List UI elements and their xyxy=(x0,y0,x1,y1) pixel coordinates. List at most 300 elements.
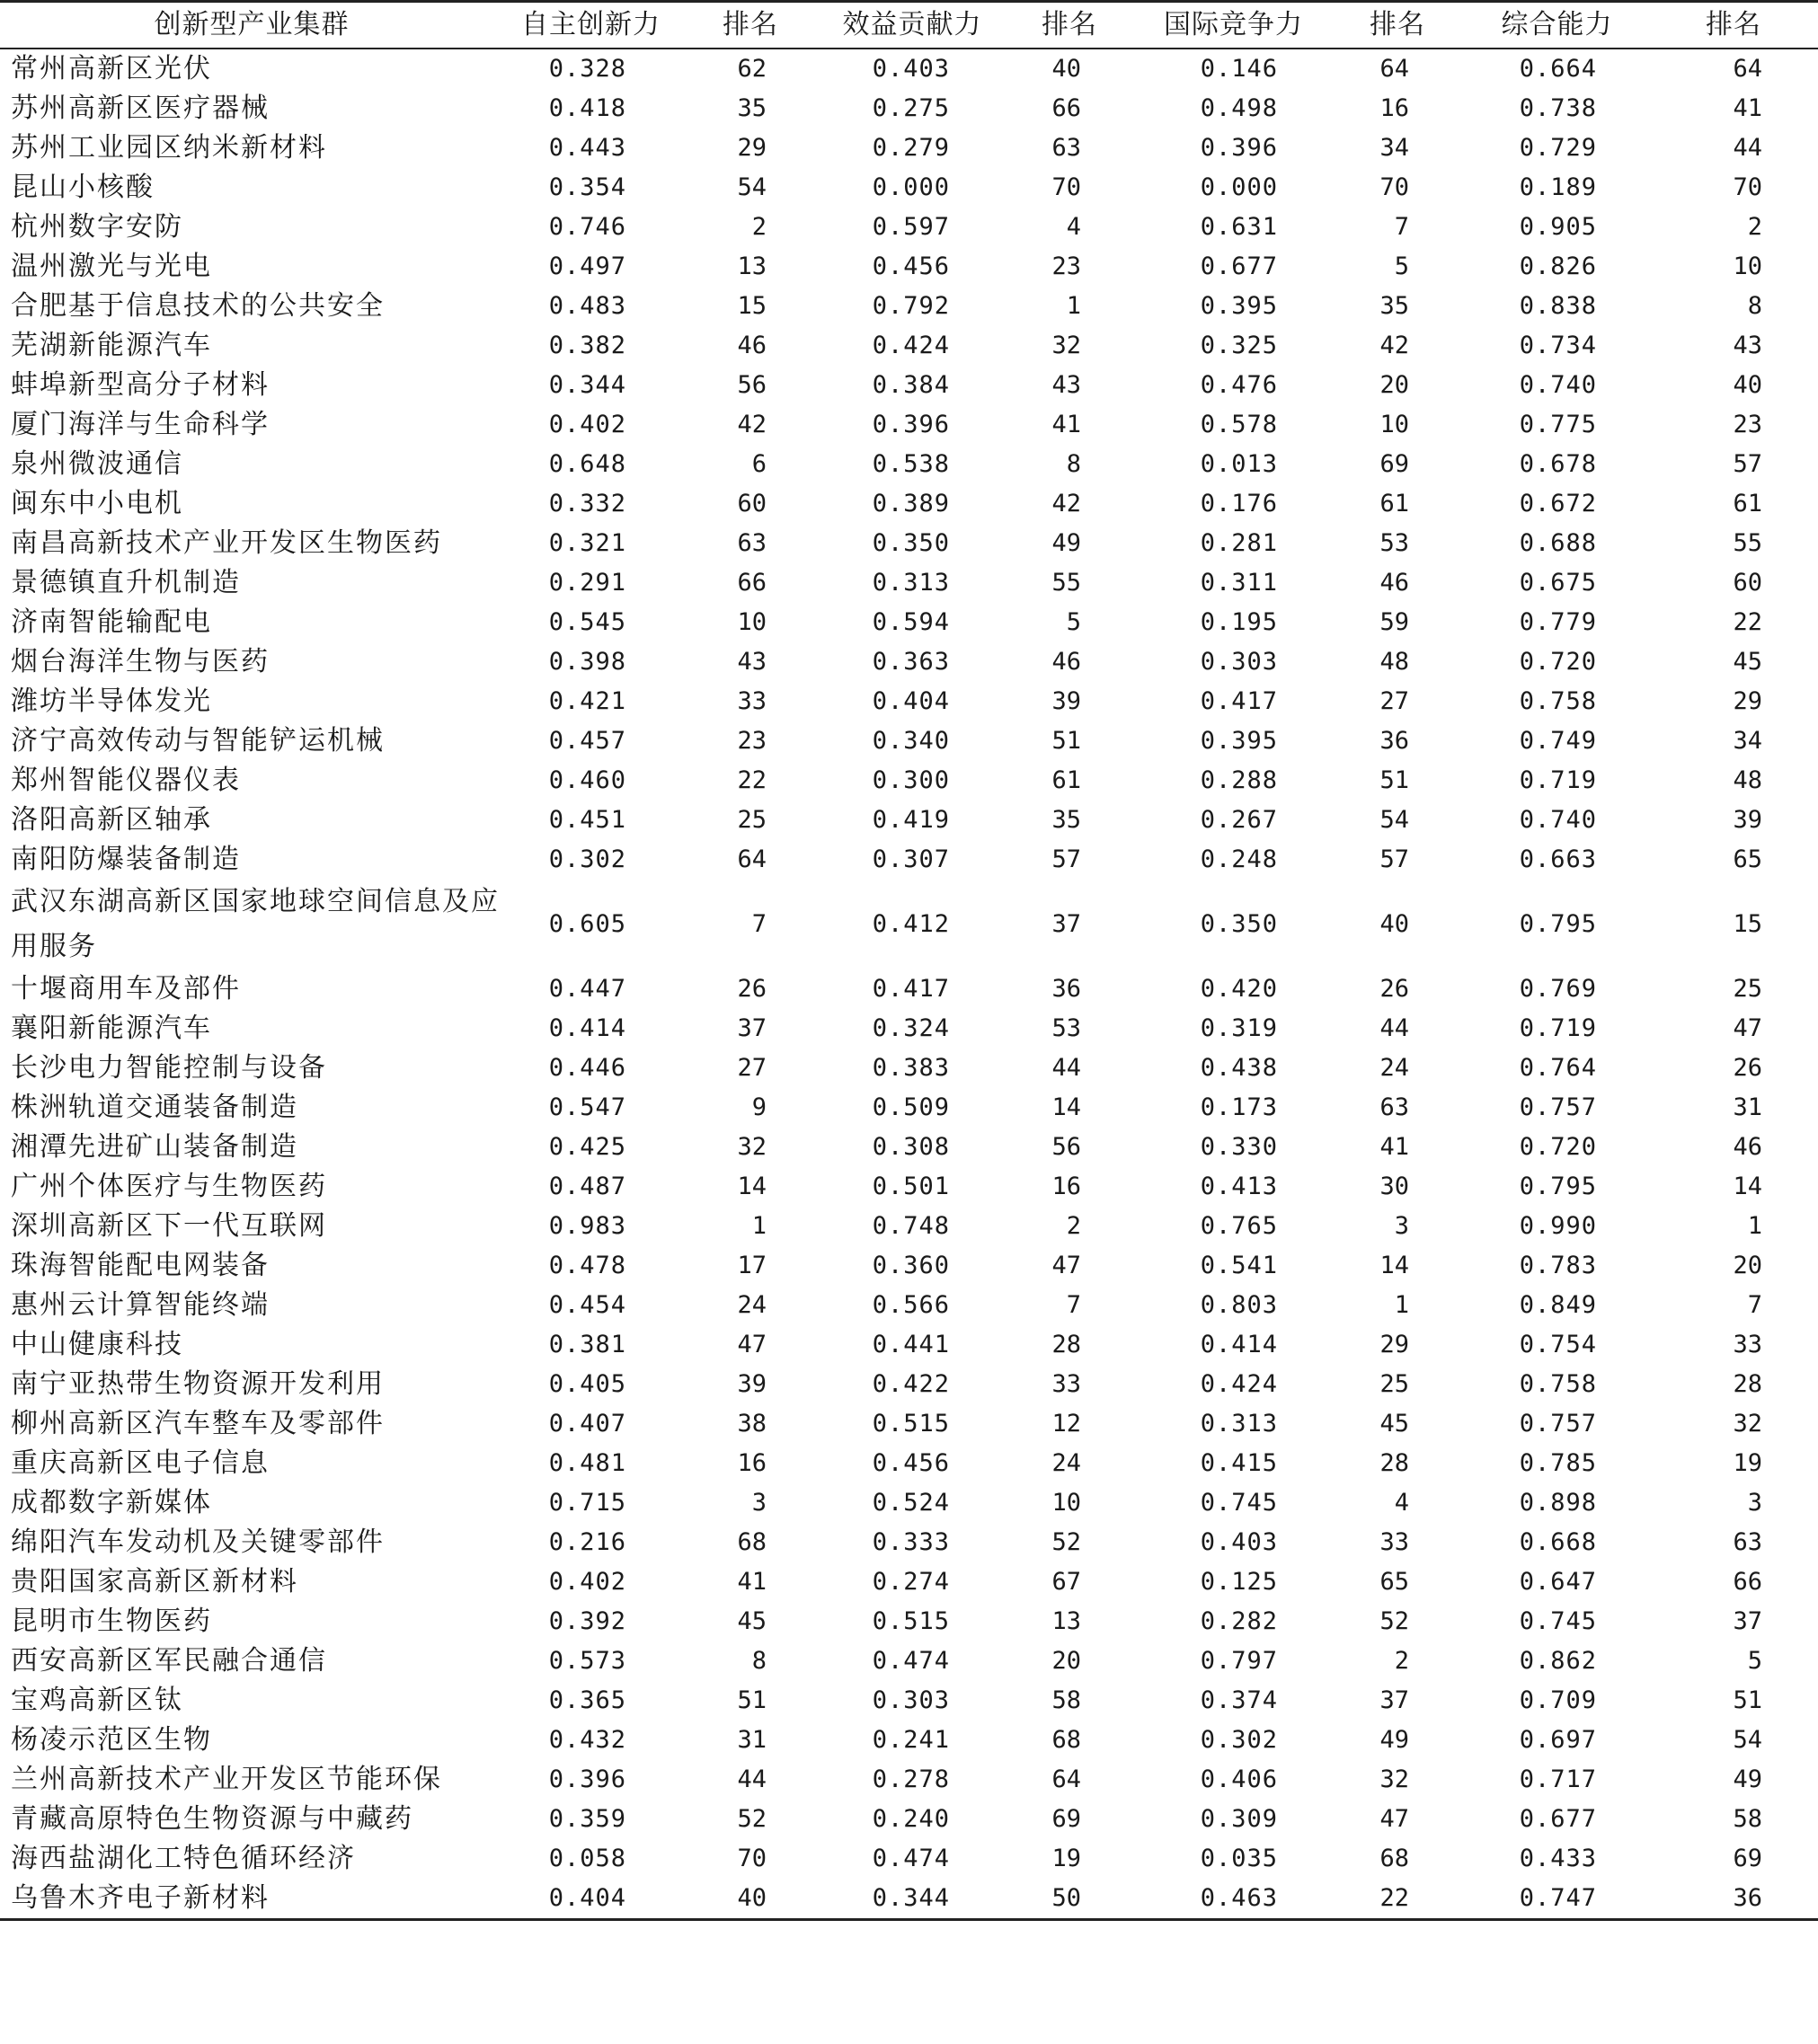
competitiveness-rank: 61 xyxy=(1379,490,1409,518)
benefit-score: 0.350 xyxy=(872,529,950,557)
competitiveness-rank: 35 xyxy=(1379,292,1409,320)
competitiveness-score: 0.413 xyxy=(1200,1172,1278,1200)
overall-rank: 19 xyxy=(1733,1449,1762,1477)
competitiveness-score: 0.313 xyxy=(1200,1410,1278,1438)
benefit-score: 0.404 xyxy=(872,687,950,715)
benefit-rank: 19 xyxy=(1051,1845,1081,1872)
innovation-rank: 15 xyxy=(737,292,767,320)
overall-score: 0.795 xyxy=(1519,910,1597,938)
overall-score: 0.758 xyxy=(1519,687,1597,715)
overall-score: 0.740 xyxy=(1519,371,1597,399)
benefit-rank: 28 xyxy=(1051,1331,1081,1358)
table-row xyxy=(0,1286,1818,1325)
benefit-score: 0.524 xyxy=(872,1489,950,1517)
benefit-score: 0.748 xyxy=(872,1212,950,1240)
cluster-name: 南昌高新技术产业开发区生物医药 xyxy=(11,527,442,559)
competitiveness-rank: 68 xyxy=(1379,1845,1409,1872)
benefit-score: 0.403 xyxy=(872,55,950,83)
competitiveness-score: 0.325 xyxy=(1200,332,1278,359)
benefit-score: 0.241 xyxy=(872,1726,950,1754)
competitiveness-score: 0.248 xyxy=(1200,845,1278,873)
cluster-name: 株洲轨道交通装备制造 xyxy=(11,1092,298,1123)
competitiveness-score: 0.476 xyxy=(1200,371,1278,399)
benefit-score: 0.308 xyxy=(872,1133,950,1161)
innovation-rank: 41 xyxy=(737,1568,767,1596)
header-rank-competitiveness: 排名 xyxy=(1330,2,1465,49)
overall-score: 0.905 xyxy=(1519,213,1597,241)
overall-rank: 57 xyxy=(1733,450,1762,478)
table-row xyxy=(0,1760,1818,1800)
header-benefit: 效益贡献力 xyxy=(822,2,1002,49)
table-row xyxy=(0,1721,1818,1760)
benefit-rank: 24 xyxy=(1051,1449,1081,1477)
benefit-score: 0.474 xyxy=(872,1845,950,1872)
competitiveness-score: 0.765 xyxy=(1200,1212,1278,1240)
overall-rank: 26 xyxy=(1733,1054,1762,1082)
benefit-rank: 66 xyxy=(1051,94,1081,122)
benefit-score: 0.384 xyxy=(872,371,950,399)
table-row xyxy=(0,721,1818,761)
cluster-name: 苏州高新区医疗器械 xyxy=(11,93,270,124)
competitiveness-rank: 22 xyxy=(1330,1879,1465,1920)
competitiveness-rank: 36 xyxy=(1379,727,1409,755)
benefit-rank: 47 xyxy=(1051,1252,1081,1279)
competitiveness-rank: 7 xyxy=(1394,213,1409,241)
innovation-rank: 31 xyxy=(737,1726,767,1754)
overall-score: 0.720 xyxy=(1519,1133,1597,1161)
competitiveness-score: 0.395 xyxy=(1200,727,1278,755)
cluster-name: 闽东中小电机 xyxy=(11,488,183,519)
competitiveness-rank: 65 xyxy=(1379,1568,1409,1596)
overall-rank: 46 xyxy=(1733,1133,1762,1161)
innovation-score: 0.402 xyxy=(548,411,626,438)
cluster-name: 济南智能输配电 xyxy=(11,606,212,638)
overall-rank: 63 xyxy=(1733,1528,1762,1556)
table-row xyxy=(0,1879,1818,1920)
competitiveness-rank: 48 xyxy=(1379,648,1409,676)
cluster-name: 温州激光与光电 xyxy=(11,251,212,282)
cluster-name: 合肥基于信息技术的公共安全 xyxy=(11,290,385,322)
benefit-score: 0.441 xyxy=(872,1331,950,1358)
competitiveness-rank: 4 xyxy=(1394,1489,1409,1517)
cluster-name: 西安高新区军民融合通信 xyxy=(11,1645,327,1677)
overall-rank: 29 xyxy=(1733,687,1762,715)
benefit-score: 0.275 xyxy=(872,94,950,122)
cluster-name: 常州高新区光伏 xyxy=(11,53,212,84)
benefit-rank: 67 xyxy=(1051,1568,1081,1596)
overall-score: 0.719 xyxy=(1519,766,1597,794)
innovation-score: 0.414 xyxy=(548,1014,626,1042)
competitiveness-rank: 2 xyxy=(1394,1647,1409,1675)
benefit-score: 0.278 xyxy=(872,1765,950,1793)
innovation-rank: 63 xyxy=(737,529,767,557)
table-row xyxy=(0,1365,1818,1404)
table-row xyxy=(0,1246,1818,1286)
table-row xyxy=(0,1009,1818,1049)
innovation-rank: 35 xyxy=(737,94,767,122)
table-row xyxy=(0,208,1818,247)
overall-rank: 39 xyxy=(1733,806,1762,834)
benefit-score: 0.396 xyxy=(872,411,950,438)
table-row xyxy=(0,1641,1818,1681)
benefit-score: 0.000 xyxy=(872,173,950,201)
competitiveness-rank: 30 xyxy=(1379,1172,1409,1200)
overall-rank: 14 xyxy=(1733,1172,1762,1200)
competitiveness-rank: 49 xyxy=(1379,1726,1409,1754)
table-row xyxy=(0,969,1818,1009)
competitiveness-score: 0.195 xyxy=(1200,608,1278,636)
table-row xyxy=(0,326,1818,366)
table-row xyxy=(0,1167,1818,1207)
table-row xyxy=(0,1839,1818,1879)
innovation-rank: 1 xyxy=(751,1212,767,1240)
innovation-rank: 47 xyxy=(737,1331,767,1358)
competitiveness-rank: 16 xyxy=(1379,94,1409,122)
benefit-rank: 16 xyxy=(1051,1172,1081,1200)
overall-rank: 20 xyxy=(1733,1252,1762,1279)
cluster-name: 广州个体医疗与生物医药 xyxy=(11,1171,327,1202)
overall-rank: 41 xyxy=(1733,94,1762,122)
overall-score: 0.720 xyxy=(1519,648,1597,676)
benefit-score: 0.501 xyxy=(872,1172,950,1200)
competitiveness-score: 0.311 xyxy=(1200,569,1278,597)
table-header-row xyxy=(0,2,1818,49)
competitiveness-rank: 44 xyxy=(1379,1014,1409,1042)
benefit-rank: 56 xyxy=(1051,1133,1081,1161)
innovation-rank: 17 xyxy=(737,1252,767,1279)
benefit-rank: 33 xyxy=(1051,1370,1081,1398)
cluster-name: 郑州智能仪器仪表 xyxy=(11,765,241,796)
benefit-rank: 23 xyxy=(1051,252,1081,280)
innovation-score: 0.332 xyxy=(548,490,626,518)
innovation-rank: 38 xyxy=(737,1410,767,1438)
competitiveness-rank: 25 xyxy=(1379,1370,1409,1398)
benefit-score: 0.363 xyxy=(872,648,950,676)
innovation-score: 0.715 xyxy=(548,1489,626,1517)
table-row xyxy=(0,1325,1818,1365)
innovation-score: 0.344 xyxy=(548,371,626,399)
cluster-name: 惠州云计算智能终端 xyxy=(11,1289,270,1321)
overall-rank: 31 xyxy=(1733,1093,1762,1121)
cluster-name: 昆明市生物医药 xyxy=(11,1606,212,1637)
overall-rank: 49 xyxy=(1733,1765,1762,1793)
benefit-rank: 13 xyxy=(1051,1607,1081,1635)
benefit-rank: 20 xyxy=(1051,1647,1081,1675)
cluster-name: 潍坊半导体发光 xyxy=(11,686,212,717)
innovation-score: 0.354 xyxy=(548,173,626,201)
benefit-rank: 50 xyxy=(1002,1879,1137,1920)
overall-rank: 2 xyxy=(1747,213,1762,241)
competitiveness-score: 0.125 xyxy=(1200,1568,1278,1596)
table-row xyxy=(0,603,1818,642)
benefit-score: 0.474 xyxy=(872,1647,950,1675)
benefit-rank: 10 xyxy=(1051,1489,1081,1517)
competitiveness-score: 0.498 xyxy=(1200,94,1278,122)
innovation-score: 0.497 xyxy=(548,252,626,280)
table-row xyxy=(0,642,1818,682)
innovation-rank: 9 xyxy=(751,1093,767,1121)
overall-score: 0.757 xyxy=(1519,1410,1597,1438)
table-row xyxy=(0,1483,1818,1523)
innovation-score: 0.404 xyxy=(503,1879,678,1920)
cluster-name: 珠海智能配电网装备 xyxy=(11,1250,270,1281)
overall-rank: 40 xyxy=(1733,371,1762,399)
table-row xyxy=(0,1523,1818,1562)
overall-score: 0.745 xyxy=(1519,1607,1597,1635)
innovation-score: 0.483 xyxy=(548,292,626,320)
table-row xyxy=(0,761,1818,801)
competitiveness-rank: 63 xyxy=(1379,1093,1409,1121)
innovation-rank: 22 xyxy=(737,766,767,794)
cluster-name: 宝鸡高新区钛 xyxy=(11,1685,183,1716)
cluster-name: 贵阳国家高新区新材料 xyxy=(11,1566,298,1597)
competitiveness-score: 0.302 xyxy=(1200,1726,1278,1754)
competitiveness-score: 0.309 xyxy=(1200,1805,1278,1833)
competitiveness-score: 0.797 xyxy=(1200,1647,1278,1675)
competitiveness-rank: 10 xyxy=(1379,411,1409,438)
innovation-score: 0.605 xyxy=(548,910,626,938)
innovation-score: 0.058 xyxy=(548,1845,626,1872)
table-row xyxy=(0,1562,1818,1602)
innovation-rank: 39 xyxy=(737,1370,767,1398)
innovation-score: 0.451 xyxy=(548,806,626,834)
innovation-rank: 43 xyxy=(737,648,767,676)
benefit-score: 0.594 xyxy=(872,608,950,636)
table-row xyxy=(0,1681,1818,1721)
benefit-rank: 63 xyxy=(1051,134,1081,162)
competitiveness-score: 0.288 xyxy=(1200,766,1278,794)
competitiveness-rank: 29 xyxy=(1379,1331,1409,1358)
overall-score: 0.775 xyxy=(1519,411,1597,438)
benefit-score: 0.279 xyxy=(872,134,950,162)
competitiveness-score: 0.415 xyxy=(1200,1449,1278,1477)
overall-score: 0.758 xyxy=(1519,1370,1597,1398)
innovation-score: 0.381 xyxy=(548,1331,626,1358)
overall-score: 0.697 xyxy=(1519,1726,1597,1754)
overall-rank: 47 xyxy=(1733,1014,1762,1042)
benefit-rank: 58 xyxy=(1051,1686,1081,1714)
table-row xyxy=(0,445,1818,484)
innovation-score: 0.382 xyxy=(548,332,626,359)
competitiveness-score: 0.330 xyxy=(1200,1133,1278,1161)
overall-score: 0.433 xyxy=(1519,1845,1597,1872)
benefit-rank: 8 xyxy=(1066,450,1081,478)
header-competitiveness: 国际竞争力 xyxy=(1137,2,1330,49)
innovation-rank: 24 xyxy=(737,1291,767,1319)
innovation-score: 0.447 xyxy=(548,975,626,1003)
overall-rank: 25 xyxy=(1733,975,1762,1003)
overall-rank: 1 xyxy=(1747,1212,1762,1240)
innovation-rank: 56 xyxy=(737,371,767,399)
competitiveness-rank: 37 xyxy=(1379,1686,1409,1714)
cluster-name: 成都数字新媒体 xyxy=(11,1487,212,1518)
overall-rank: 69 xyxy=(1733,1845,1762,1872)
benefit-rank: 43 xyxy=(1051,371,1081,399)
cluster-name: 海西盐湖化工特色循环经济 xyxy=(11,1843,356,1874)
competitiveness-score: 0.013 xyxy=(1200,450,1278,478)
benefit-score: 0.383 xyxy=(872,1054,950,1082)
benefit-rank: 5 xyxy=(1066,608,1081,636)
innovation-score: 0.746 xyxy=(548,213,626,241)
header-cluster: 创新型产业集群 xyxy=(0,2,503,49)
innovation-score: 0.321 xyxy=(548,529,626,557)
innovation-score: 0.365 xyxy=(548,1686,626,1714)
overall-score: 0.647 xyxy=(1519,1568,1597,1596)
overall-score: 0.189 xyxy=(1519,173,1597,201)
table-row xyxy=(0,524,1818,563)
benefit-score: 0.424 xyxy=(872,332,950,359)
overall-rank: 48 xyxy=(1733,766,1762,794)
competitiveness-score: 0.414 xyxy=(1200,1331,1278,1358)
benefit-rank: 68 xyxy=(1051,1726,1081,1754)
benefit-rank: 35 xyxy=(1051,806,1081,834)
competitiveness-score: 0.541 xyxy=(1200,1252,1278,1279)
innovation-rank: 2 xyxy=(751,213,767,241)
overall-score: 0.678 xyxy=(1519,450,1597,478)
innovation-rank: 52 xyxy=(737,1805,767,1833)
table-row xyxy=(0,1444,1818,1483)
cluster-name: 长沙电力智能控制与设备 xyxy=(11,1052,327,1084)
overall-rank: 54 xyxy=(1733,1726,1762,1754)
overall-rank: 36 xyxy=(1649,1879,1818,1920)
innovation-score: 0.454 xyxy=(548,1291,626,1319)
benefit-score: 0.240 xyxy=(872,1805,950,1833)
cluster-name: 苏州工业园区纳米新材料 xyxy=(11,132,327,164)
overall-score: 0.709 xyxy=(1519,1686,1597,1714)
table-row xyxy=(0,247,1818,287)
competitiveness-rank: 40 xyxy=(1379,910,1409,938)
benefit-rank: 55 xyxy=(1051,569,1081,597)
competitiveness-rank: 34 xyxy=(1379,134,1409,162)
innovation-score: 0.402 xyxy=(548,1568,626,1596)
overall-rank: 66 xyxy=(1733,1568,1762,1596)
benefit-rank: 57 xyxy=(1051,845,1081,873)
innovation-score: 0.398 xyxy=(548,648,626,676)
benefit-score: 0.274 xyxy=(872,1568,950,1596)
benefit-score: 0.456 xyxy=(872,1449,950,1477)
header-innovation: 自主创新力 xyxy=(503,2,678,49)
cluster-name: 泉州微波通信 xyxy=(11,448,183,480)
benefit-score: 0.313 xyxy=(872,569,950,597)
overall-score: 0.785 xyxy=(1519,1449,1597,1477)
table-row xyxy=(0,1128,1818,1167)
innovation-rank: 37 xyxy=(737,1014,767,1042)
innovation-score: 0.396 xyxy=(548,1765,626,1793)
benefit-rank: 61 xyxy=(1051,766,1081,794)
competitiveness-rank: 45 xyxy=(1379,1410,1409,1438)
innovation-rank: 62 xyxy=(737,55,767,83)
benefit-score: 0.456 xyxy=(872,252,950,280)
competitiveness-score: 0.281 xyxy=(1200,529,1278,557)
overall-score: 0.668 xyxy=(1519,1528,1597,1556)
cluster-name: 青藏高原特色生物资源与中藏药 xyxy=(11,1803,413,1835)
benefit-rank: 52 xyxy=(1051,1528,1081,1556)
innovation-score: 0.328 xyxy=(548,55,626,83)
cluster-name: 芜湖新能源汽车 xyxy=(11,330,212,361)
cluster-name: 襄阳新能源汽车 xyxy=(11,1013,212,1044)
innovation-rank: 16 xyxy=(737,1449,767,1477)
table-row xyxy=(0,1088,1818,1128)
cluster-name: 重庆高新区电子信息 xyxy=(11,1447,270,1479)
overall-rank: 60 xyxy=(1733,569,1762,597)
competitiveness-score: 0.578 xyxy=(1200,411,1278,438)
header-rank-overall: 排名 xyxy=(1649,2,1818,49)
competitiveness-rank: 26 xyxy=(1379,975,1409,1003)
competitiveness-rank: 53 xyxy=(1379,529,1409,557)
table-row xyxy=(0,1049,1818,1088)
innovation-score: 0.425 xyxy=(548,1133,626,1161)
innovation-rank: 10 xyxy=(737,608,767,636)
competitiveness-rank: 3 xyxy=(1394,1212,1409,1240)
overall-score: 0.779 xyxy=(1519,608,1597,636)
innovation-rank: 25 xyxy=(737,806,767,834)
competitiveness-score: 0.406 xyxy=(1200,1765,1278,1793)
competitiveness-rank: 47 xyxy=(1379,1805,1409,1833)
innovation-score: 0.359 xyxy=(548,1805,626,1833)
innovation-score: 0.460 xyxy=(548,766,626,794)
benefit-rank: 1 xyxy=(1066,292,1081,320)
innovation-rank: 46 xyxy=(737,332,767,359)
cluster-name: 洛阳高新区轴承 xyxy=(11,804,212,836)
innovation-rank: 42 xyxy=(737,411,767,438)
innovation-rank: 66 xyxy=(737,569,767,597)
innovation-score: 0.291 xyxy=(548,569,626,597)
competitiveness-score: 0.319 xyxy=(1200,1014,1278,1042)
competitiveness-score: 0.282 xyxy=(1200,1607,1278,1635)
innovation-score: 0.648 xyxy=(548,450,626,478)
cluster-name: 武汉东湖高新区国家地球空间信息及应用服务 xyxy=(11,886,500,962)
overall-score: 0.862 xyxy=(1519,1647,1597,1675)
benefit-score: 0.597 xyxy=(872,213,950,241)
table-row xyxy=(0,563,1818,603)
competitiveness-score: 0.403 xyxy=(1200,1528,1278,1556)
benefit-rank: 70 xyxy=(1051,173,1081,201)
table-row xyxy=(0,168,1818,208)
innovation-rank: 7 xyxy=(751,910,767,938)
cluster-name: 烟台海洋生物与医药 xyxy=(11,646,270,677)
benefit-score: 0.300 xyxy=(872,766,950,794)
table-row xyxy=(0,89,1818,128)
overall-rank: 7 xyxy=(1747,1291,1762,1319)
cluster-name: 杨凌示范区生物 xyxy=(11,1724,212,1756)
innovation-rank: 40 xyxy=(678,1879,822,1920)
benefit-score: 0.422 xyxy=(872,1370,950,1398)
table-row xyxy=(0,1404,1818,1444)
innovation-rank: 13 xyxy=(737,252,767,280)
innovation-rank: 68 xyxy=(737,1528,767,1556)
benefit-rank: 14 xyxy=(1051,1093,1081,1121)
cluster-name: 深圳高新区下一代互联网 xyxy=(11,1210,327,1242)
overall-rank: 65 xyxy=(1733,845,1762,873)
innovation-rank: 44 xyxy=(737,1765,767,1793)
overall-rank: 58 xyxy=(1733,1805,1762,1833)
cluster-name: 十堰商用车及部件 xyxy=(11,973,241,1004)
competitiveness-rank: 59 xyxy=(1379,608,1409,636)
table-row xyxy=(0,1800,1818,1839)
benefit-rank: 51 xyxy=(1051,727,1081,755)
benefit-rank: 53 xyxy=(1051,1014,1081,1042)
cluster-name: 湘潭先进矿山装备制造 xyxy=(11,1131,298,1163)
table-row xyxy=(0,405,1818,445)
benefit-rank: 39 xyxy=(1051,687,1081,715)
competitiveness-score: 0.146 xyxy=(1200,55,1278,83)
innovation-score: 0.478 xyxy=(548,1252,626,1279)
cluster-name: 绵阳汽车发动机及关键零部件 xyxy=(11,1526,385,1558)
competitiveness-score: 0.303 xyxy=(1200,648,1278,676)
competitiveness-score: 0.396 xyxy=(1200,134,1278,162)
overall-rank: 64 xyxy=(1733,55,1762,83)
overall-score: 0.757 xyxy=(1519,1093,1597,1121)
